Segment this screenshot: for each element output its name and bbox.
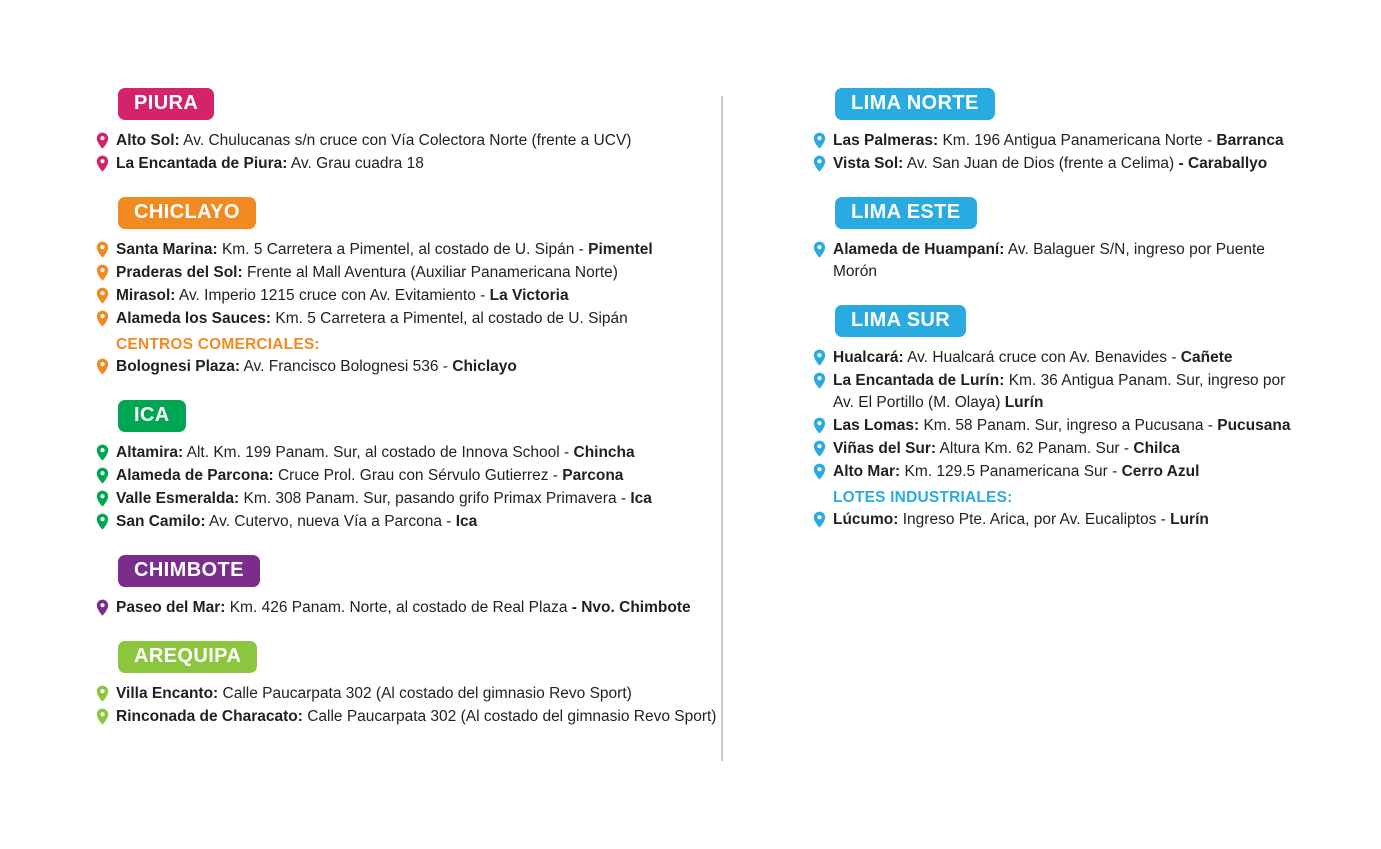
- map-pin-icon: [96, 597, 116, 616]
- entry-place: Lurín: [1004, 393, 1044, 411]
- entry-text: [116, 153, 721, 175]
- region-badge: LIMA ESTE: [835, 197, 977, 229]
- entry-address: Frente al Mall Aventura (Auxiliar Panamericana Norte): [246, 263, 618, 281]
- entry-place: Pimentel: [588, 240, 653, 258]
- entry-text: [833, 347, 1296, 369]
- list-item: [96, 129, 721, 152]
- entry-place: Ica: [630, 489, 652, 507]
- entry-address: Av. San Juan de Dios (frente a Celima): [906, 154, 1179, 172]
- map-pin-icon: [96, 262, 116, 281]
- entry-name: Valle Esmeralda:: [116, 489, 240, 507]
- map-pin-icon: [813, 461, 833, 480]
- entry-name: Praderas del Sol:: [116, 263, 243, 281]
- entry-address: Km. 58 Panam. Sur, ingreso a Pucusana -: [923, 416, 1218, 434]
- entry-text: [116, 465, 721, 487]
- entry-name: Rinconada de Characato:: [116, 707, 303, 725]
- region-block: [96, 197, 721, 378]
- entry-address: Km. 308 Panam. Sur, pasando grifo Primax Primavera -: [243, 489, 631, 507]
- entry-text: [116, 488, 721, 510]
- entry-text: [116, 442, 721, 464]
- entry-list: [96, 682, 721, 728]
- list-item: [96, 705, 721, 728]
- region-badge: LIMA NORTE: [835, 88, 995, 120]
- entry-name: La Encantada de Lurín:: [833, 371, 1005, 389]
- entry-text: [833, 153, 1296, 175]
- entry-name: Viñas del Sur:: [833, 439, 937, 457]
- entry-address: Calle Paucarpata 302 (Al costado del gimnasio Revo Sport): [222, 684, 632, 702]
- entry-place: Chincha: [573, 443, 635, 461]
- map-pin-icon: [96, 356, 116, 375]
- region-block: [813, 305, 1296, 531]
- entry-place: Parcona: [562, 466, 624, 484]
- entry-place: Cerro Azul: [1121, 462, 1200, 480]
- list-item: [96, 307, 721, 330]
- entry-name: Paseo del Mar:: [116, 598, 226, 616]
- entry-text: [116, 511, 721, 533]
- entry-name: Alameda de Huampaní:: [833, 240, 1005, 258]
- entry-name: Villa Encanto:: [116, 684, 219, 702]
- entry-address: Av. Balaguer S/N, ingreso por Puente Morón: [833, 240, 1265, 280]
- map-pin-icon: [813, 509, 833, 528]
- entry-list: [96, 441, 721, 533]
- map-pin-icon: [813, 239, 833, 258]
- entry-address: Av. Imperio 1215 cruce con Av. Evitamiento -: [178, 286, 490, 304]
- entry-address: Alt. Km. 199 Panam. Sur, al costado de Innova School -: [186, 443, 574, 461]
- entry-address: Km. 5 Carretera a Pimentel, al costado de U. Sipán -: [221, 240, 589, 258]
- entry-address: Km. 129.5 Panamericana Sur -: [904, 462, 1122, 480]
- entry-list: [96, 596, 721, 619]
- entry-name: La Encantada de Piura:: [116, 154, 288, 172]
- map-pin-icon: [96, 130, 116, 149]
- list-item: [96, 487, 721, 510]
- list-item: [96, 682, 721, 705]
- entry-address: Altura Km. 62 Panam. Sur -: [939, 439, 1134, 457]
- list-item: [813, 369, 1296, 414]
- map-pin-icon: [96, 153, 116, 172]
- region-subheading: LOTES INDUSTRIALES:: [833, 489, 1013, 506]
- list-item: [96, 284, 721, 307]
- entry-place: Chiclayo: [452, 357, 517, 375]
- region-badge: PIURA: [118, 88, 214, 120]
- entry-address: Av. Chulucanas s/n cruce con Vía Colectora Norte (frente a UCV): [183, 131, 632, 149]
- map-pin-icon: [96, 308, 116, 327]
- entry-text: [833, 370, 1296, 414]
- map-pin-icon: [813, 347, 833, 366]
- entry-place: Lurín: [1170, 510, 1209, 528]
- two-column-layout: [96, 88, 1296, 761]
- right-column: [723, 88, 1296, 761]
- list-item: [813, 437, 1296, 460]
- entry-address: Calle Paucarpata 302 (Al costado del gimnasio Revo Sport): [307, 707, 717, 725]
- region-block: [96, 88, 721, 175]
- list-item: [813, 129, 1296, 152]
- entry-place: La Victoria: [489, 286, 569, 304]
- entry-place: - Caraballyo: [1178, 154, 1268, 172]
- map-pin-icon: [813, 370, 833, 389]
- entry-list-secondary: [96, 355, 721, 378]
- entry-text: [116, 308, 721, 330]
- map-pin-icon: [813, 415, 833, 434]
- entry-address: Km. 36 Antigua Panam. Sur, ingreso por Av. El Portillo (M. Olaya): [833, 371, 1286, 411]
- entry-name: Altamira:: [116, 443, 184, 461]
- entry-address: Km. 196 Antigua Panamericana Norte -: [942, 131, 1217, 149]
- entry-name: Alto Mar:: [833, 462, 901, 480]
- map-pin-icon: [813, 438, 833, 457]
- entry-text: [833, 461, 1296, 483]
- entry-list: [813, 238, 1296, 283]
- entry-address: Av. Cutervo, nueva Vía a Parcona -: [209, 512, 456, 530]
- entry-address: Km. 426 Panam. Norte, al costado de Real Plaza: [229, 598, 572, 616]
- entry-address: Cruce Prol. Grau con Sérvulo Gutierrez -: [277, 466, 563, 484]
- list-item: [96, 355, 721, 378]
- entry-place: - Nvo. Chimbote: [571, 598, 691, 616]
- region-block: [813, 88, 1296, 175]
- region-block: [96, 400, 721, 533]
- list-item: [96, 152, 721, 175]
- entry-name: Mirasol:: [116, 286, 176, 304]
- list-item: [813, 414, 1296, 437]
- entry-name: Las Palmeras:: [833, 131, 939, 149]
- list-item: [96, 596, 721, 619]
- entry-name: Alto Sol:: [116, 131, 180, 149]
- entry-place: Cañete: [1180, 348, 1233, 366]
- map-pin-icon: [813, 153, 833, 172]
- map-pin-icon: [96, 488, 116, 507]
- entry-name: Hualcará:: [833, 348, 904, 366]
- entry-text: [116, 683, 721, 705]
- entry-place: Barranca: [1216, 131, 1284, 149]
- entry-text: [116, 285, 721, 307]
- region-block: [813, 197, 1296, 283]
- entry-name: Lúcumo:: [833, 510, 899, 528]
- map-pin-icon: [96, 442, 116, 461]
- map-pin-icon: [96, 465, 116, 484]
- entry-list-secondary: [813, 508, 1296, 531]
- entry-place: Chilca: [1133, 439, 1180, 457]
- map-pin-icon: [96, 511, 116, 530]
- entry-text: [116, 239, 721, 261]
- list-item: [96, 261, 721, 284]
- map-pin-icon: [96, 683, 116, 702]
- list-item: [813, 460, 1296, 483]
- region-block: [96, 641, 721, 728]
- list-item: [813, 238, 1296, 283]
- map-pin-icon: [813, 130, 833, 149]
- map-pin-icon: [96, 239, 116, 258]
- list-item: [96, 510, 721, 533]
- list-item: [96, 441, 721, 464]
- map-pin-icon: [96, 285, 116, 304]
- list-item: [96, 238, 721, 261]
- entry-address: Av. Hualcará cruce con Av. Benavides -: [907, 348, 1181, 366]
- entry-name: Las Lomas:: [833, 416, 920, 434]
- entry-text: [116, 130, 721, 152]
- left-column: [96, 88, 721, 761]
- entry-text: [833, 415, 1296, 437]
- entry-address: Ingreso Pte. Arica, por Av. Eucaliptos -: [902, 510, 1171, 528]
- entry-place: Pucusana: [1217, 416, 1291, 434]
- region-block: [96, 555, 721, 619]
- entry-text: [116, 597, 721, 619]
- region-badge: LIMA SUR: [835, 305, 966, 337]
- entry-address: Av. Grau cuadra 18: [290, 154, 424, 172]
- region-badge: CHIMBOTE: [118, 555, 260, 587]
- entry-address: Av. Francisco Bolognesi 536 -: [243, 357, 453, 375]
- entry-name: Alameda de Parcona:: [116, 466, 274, 484]
- entry-text: [116, 356, 721, 378]
- list-item: [813, 346, 1296, 369]
- entry-name: Alameda los Sauces:: [116, 309, 272, 327]
- region-badge: CHICLAYO: [118, 197, 256, 229]
- list-item: [813, 508, 1296, 531]
- entry-text: [116, 706, 721, 728]
- entry-name: Santa Marina:: [116, 240, 218, 258]
- entry-place: Ica: [455, 512, 478, 530]
- entry-text: [833, 438, 1296, 460]
- entry-address: Km. 5 Carretera a Pimentel, al costado de U. Sipán: [275, 309, 628, 327]
- map-pin-icon: [96, 706, 116, 725]
- entry-text: [116, 262, 721, 284]
- region-badge: ICA: [118, 400, 186, 432]
- entry-list: [96, 238, 721, 330]
- entry-text: [833, 130, 1296, 152]
- entry-name: Bolognesi Plaza:: [116, 357, 241, 375]
- entry-name: San Camilo:: [116, 512, 206, 530]
- entry-list: [96, 129, 721, 175]
- entry-list: [813, 346, 1296, 483]
- list-item: [96, 464, 721, 487]
- entry-text: [833, 239, 1296, 283]
- region-badge: AREQUIPA: [118, 641, 257, 673]
- region-subheading: CENTROS COMERCIALES:: [116, 336, 320, 353]
- entry-list: [813, 129, 1296, 175]
- entry-name: Vista Sol:: [833, 154, 904, 172]
- entry-text: [833, 509, 1296, 531]
- list-item: [813, 152, 1296, 175]
